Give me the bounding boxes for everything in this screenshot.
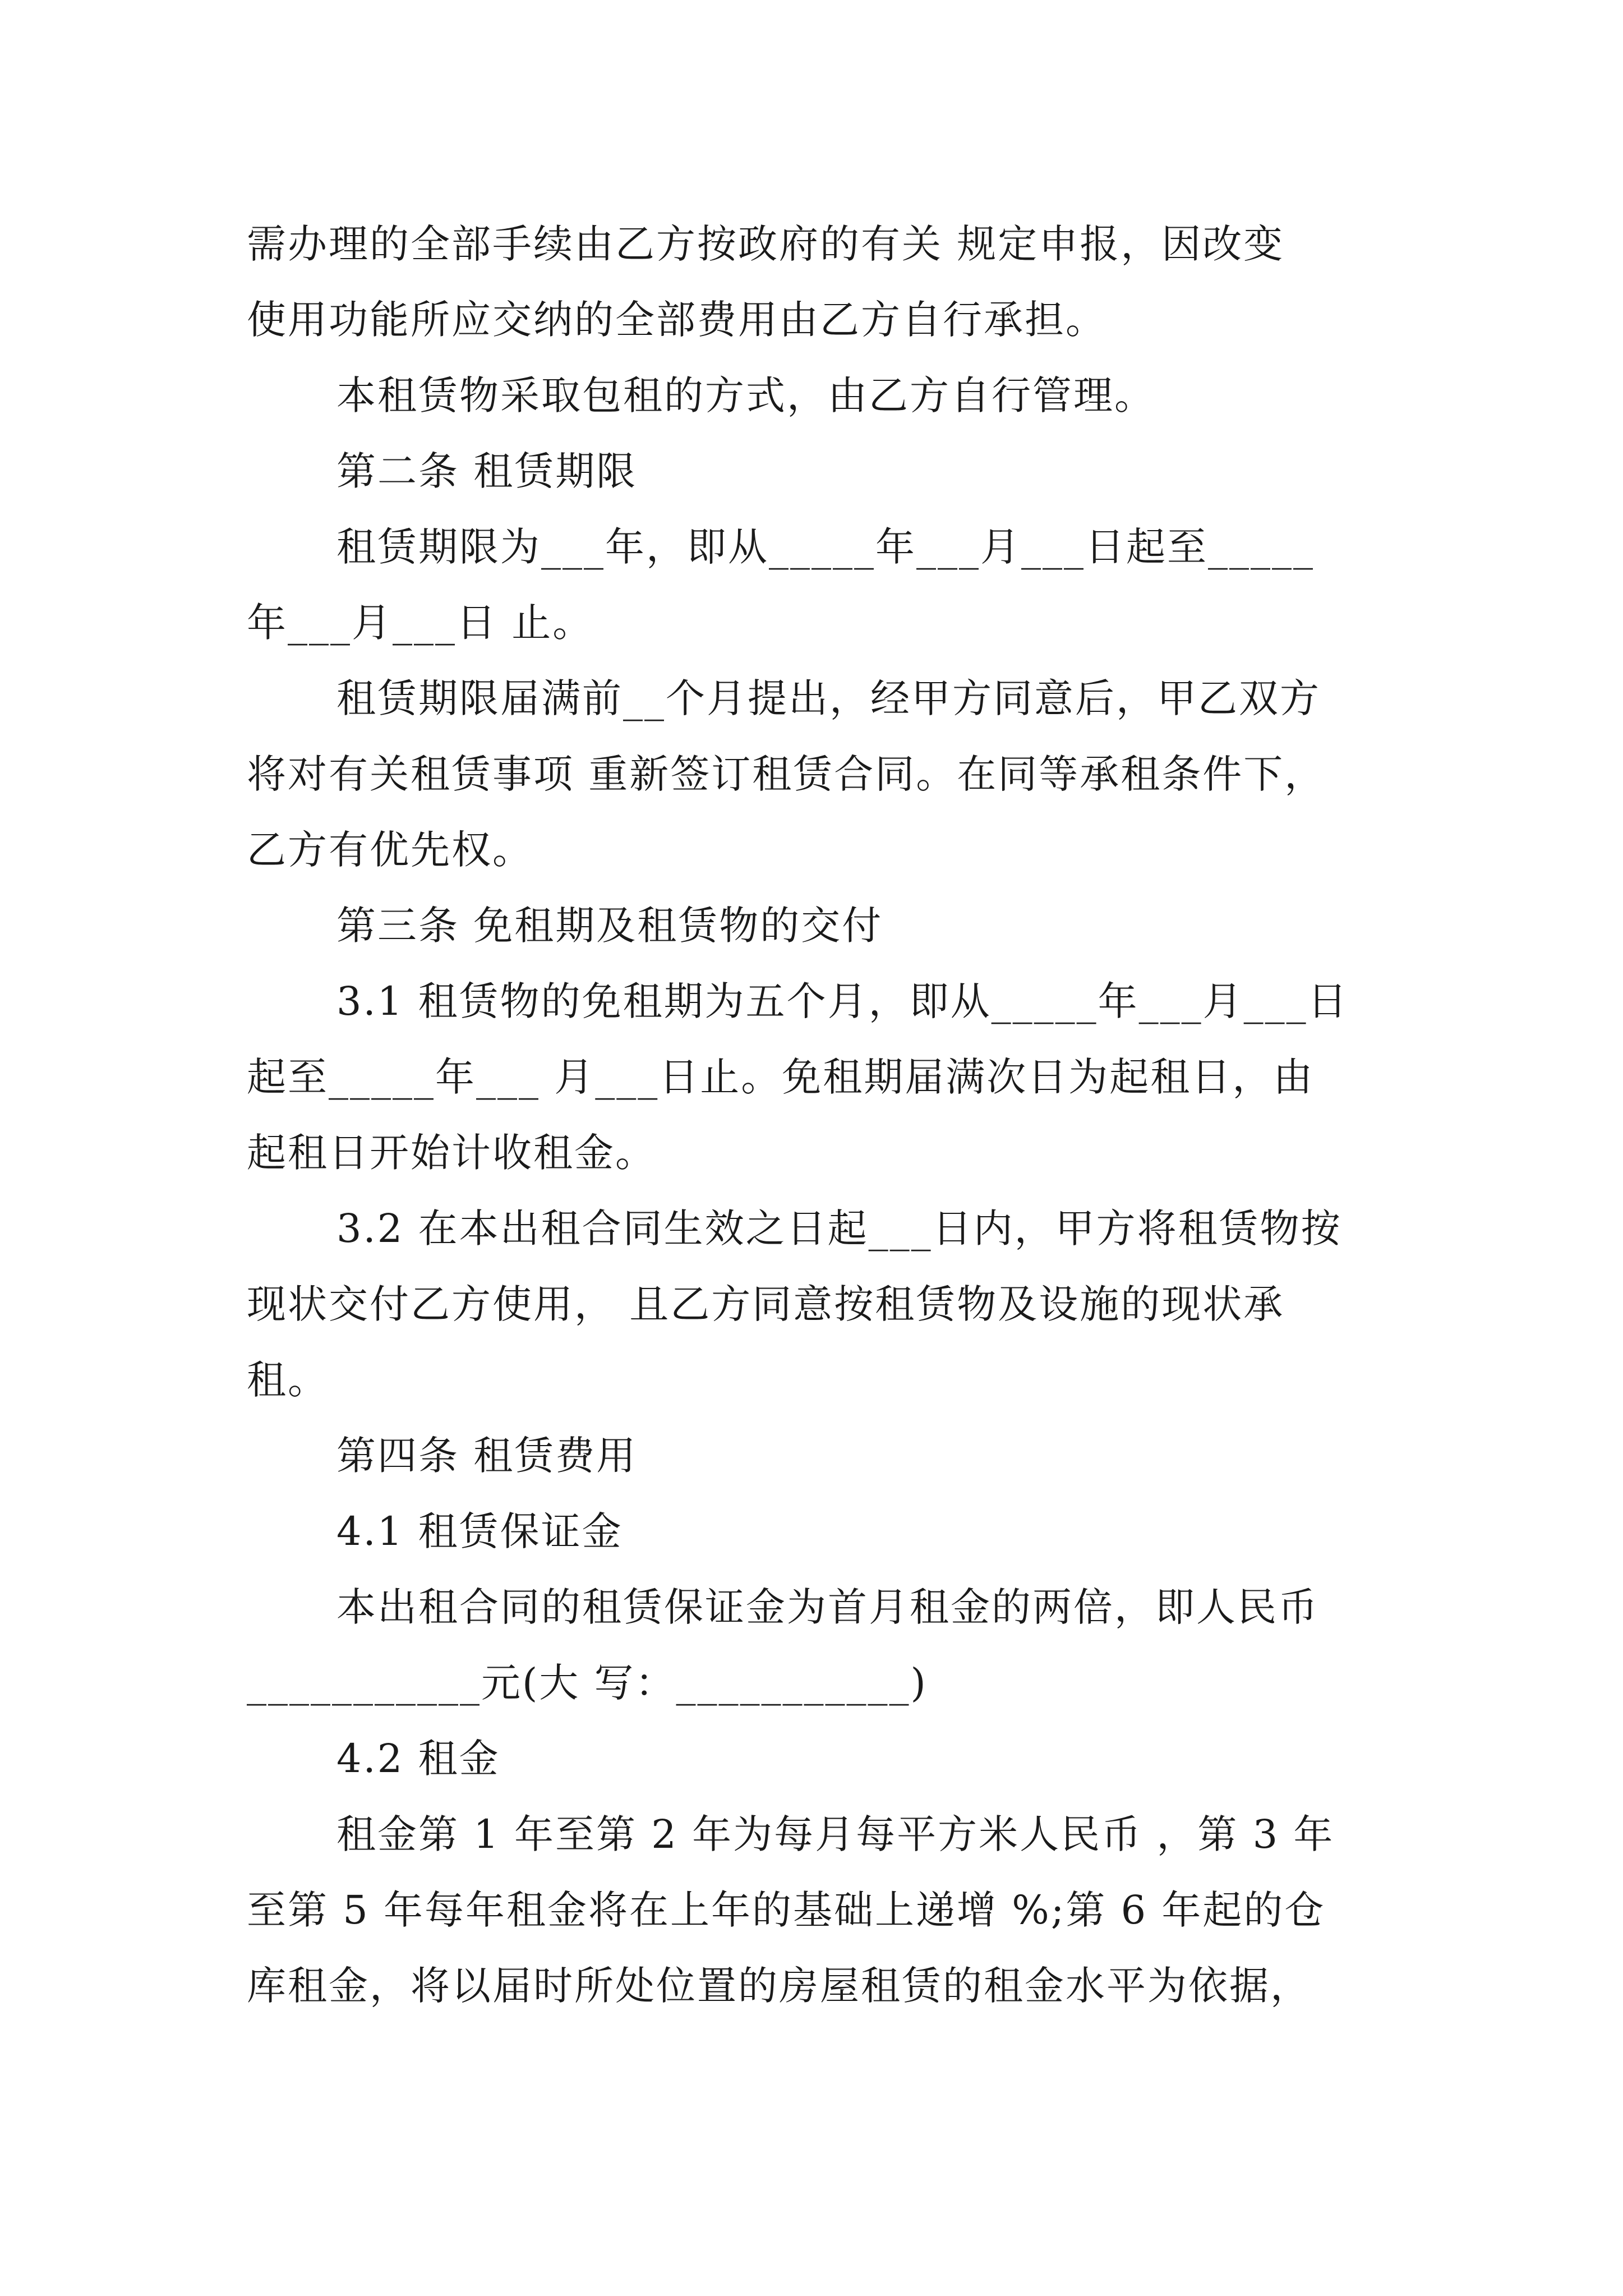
- paragraph-line: ___________元(大 写：___________): [247, 1660, 928, 1706]
- paragraph-line: 租赁期限为___年，即从_____年___月___日起至_____: [336, 524, 1315, 570]
- paragraph-line: 乙方有优先权。: [247, 827, 533, 873]
- paragraph-line: 现状交付乙方使用， 且乙方同意按租赁物及设施的现状承: [247, 1281, 1285, 1327]
- paragraph-line: 本出租合同的租赁保证金为首月租金的两倍，即人民币: [336, 1584, 1319, 1630]
- paragraph-line: 3.2 在本出租合同生效之日起___日内，甲方将租赁物按: [336, 1205, 1342, 1251]
- paragraph-line: 将对有关租赁事项 重新签订租赁合同。在同等承租条件下，: [247, 751, 1326, 797]
- paragraph-line: 使用功能所应交纳的全部费用由乙方自行承担。: [247, 297, 1106, 343]
- section-heading: 第二条 租赁期限: [336, 448, 638, 494]
- section-heading: 第四条 租赁费用: [336, 1433, 638, 1479]
- paragraph-line: 年___月___日 止。: [247, 600, 594, 646]
- section-heading: 第三条 免租期及租赁物的交付: [336, 903, 883, 949]
- paragraph-line: 租赁期限届满前__个月提出，经甲方同意后，甲乙双方: [336, 675, 1321, 721]
- subsection-heading: 4.2 租金: [336, 1736, 500, 1782]
- paragraph-line: 至第 5 年每年租金将在上年的基础上递增 %;第 6 年起的仓: [247, 1887, 1326, 1933]
- paragraph-line: 起至_____年___ 月___日止。免租期届满次日为起租日，由: [247, 1054, 1315, 1100]
- paragraph-line: 需办理的全部手续由乙方按政府的有关 规定申报，因改变: [247, 221, 1285, 267]
- paragraph-line: 租。: [247, 1357, 329, 1403]
- paragraph-line: 3.1 租赁物的免租期为五个月，即从_____年___月___日: [336, 978, 1349, 1024]
- subsection-heading: 4.1 租赁保证金: [336, 1508, 623, 1554]
- paragraph-line: 本租赁物采取包租的方式，由乙方自行管理。: [336, 372, 1155, 418]
- paragraph-line: 租金第 1 年至第 2 年为每月每平方米人民币 ，第 3 年: [336, 1811, 1335, 1857]
- paragraph-line: 库租金，将以届时所处位置的房屋租赁的租金水平为依据，: [247, 1963, 1311, 2009]
- paragraph-line: 起租日开始计收租金。: [247, 1130, 656, 1176]
